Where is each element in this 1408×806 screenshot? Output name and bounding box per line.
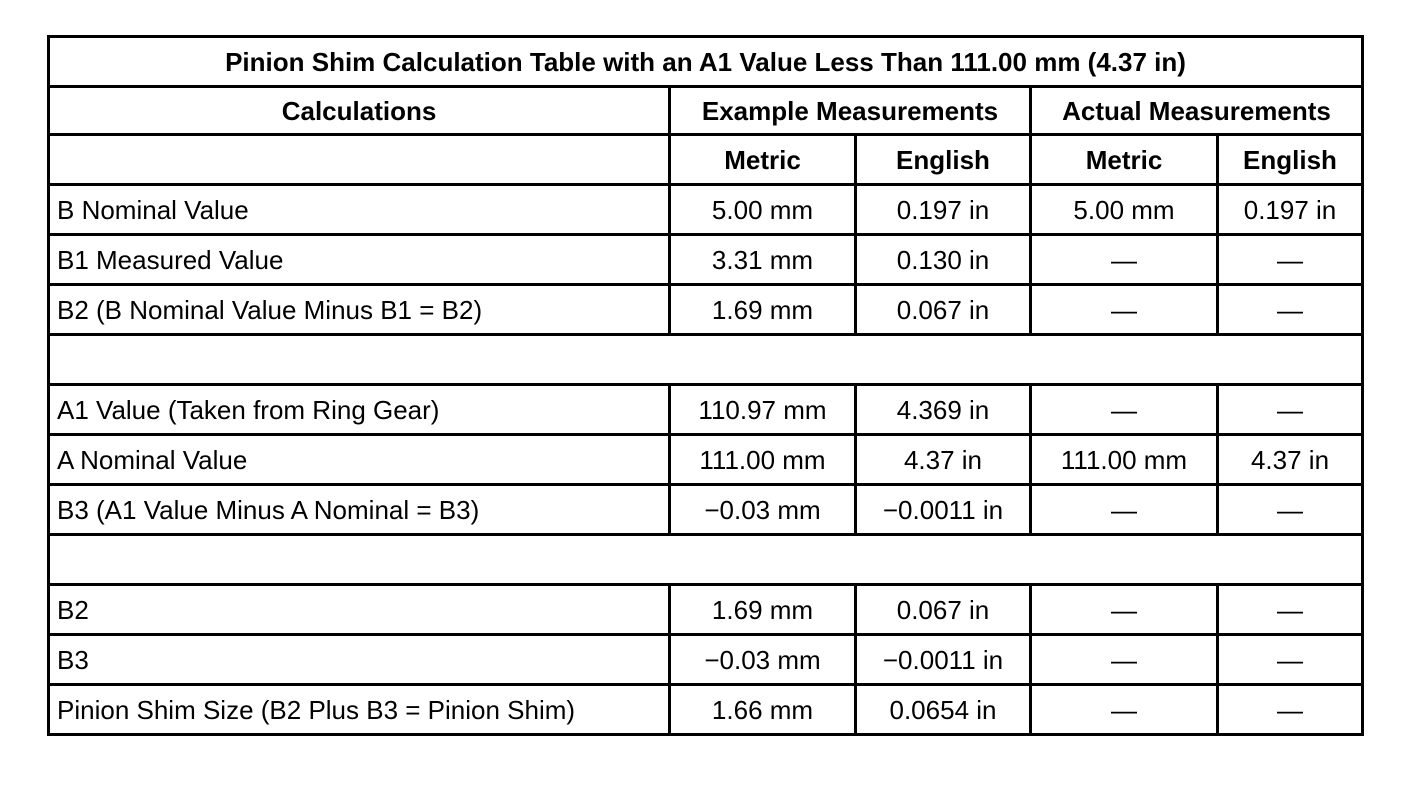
actual-english-cell: 4.37 in	[1218, 435, 1363, 485]
actual-metric-cell: —	[1031, 685, 1218, 735]
table-row	[49, 185, 1363, 235]
header-row	[49, 87, 1363, 135]
subheader-row	[49, 135, 1363, 185]
header-calculations: Calculations	[49, 87, 670, 135]
actual-english-cell: —	[1218, 635, 1363, 685]
title-row	[49, 37, 1363, 87]
actual-metric-cell: —	[1031, 635, 1218, 685]
row-label: A Nominal Value	[49, 435, 670, 485]
example-metric-cell: −0.03 mm	[670, 635, 856, 685]
header-actual-measurements: Actual Measurements	[1031, 87, 1363, 135]
example-english-cell: 4.37 in	[856, 435, 1031, 485]
example-metric-cell: 3.31 mm	[670, 235, 856, 285]
row-label: B2	[49, 585, 670, 635]
table-row	[49, 385, 1363, 435]
example-english-cell: 4.369 in	[856, 385, 1031, 435]
table-title: Pinion Shim Calculation Table with an A1 Value Less Than 111.00 mm (4.37 in)	[49, 37, 1363, 87]
row-label: B1 Measured Value	[49, 235, 670, 285]
actual-metric-cell: —	[1031, 235, 1218, 285]
table-row	[49, 435, 1363, 485]
example-metric-cell: 1.69 mm	[670, 285, 856, 335]
spacer-row	[49, 535, 1363, 585]
row-label: B3 (A1 Value Minus A Nominal = B3)	[49, 485, 670, 535]
actual-metric-cell: —	[1031, 285, 1218, 335]
subheader-empty	[49, 135, 670, 185]
example-english-cell: 0.130 in	[856, 235, 1031, 285]
example-english-cell: 0.067 in	[856, 585, 1031, 635]
actual-metric-cell: 111.00 mm	[1031, 435, 1218, 485]
table-row	[49, 485, 1363, 535]
actual-metric-cell: 5.00 mm	[1031, 185, 1218, 235]
row-label: B Nominal Value	[49, 185, 670, 235]
table-row	[49, 635, 1363, 685]
actual-english-cell: —	[1218, 585, 1363, 635]
actual-english-cell: —	[1218, 235, 1363, 285]
actual-english-cell: —	[1218, 485, 1363, 535]
example-metric-cell: 111.00 mm	[670, 435, 856, 485]
table-row	[49, 685, 1363, 735]
spacer-row	[49, 335, 1363, 385]
subheader-actual-english: English	[1218, 135, 1363, 185]
example-metric-cell: 1.66 mm	[670, 685, 856, 735]
example-english-cell: −0.0011 in	[856, 635, 1031, 685]
table-row	[49, 235, 1363, 285]
row-label: A1 Value (Taken from Ring Gear)	[49, 385, 670, 435]
actual-metric-cell: —	[1031, 485, 1218, 535]
subheader-example-metric: Metric	[670, 135, 856, 185]
table-row	[49, 585, 1363, 635]
spacer-cell	[49, 535, 1363, 585]
example-metric-cell: 5.00 mm	[670, 185, 856, 235]
header-example-measurements: Example Measurements	[670, 87, 1031, 135]
row-label: B2 (B Nominal Value Minus B1 = B2)	[49, 285, 670, 335]
example-english-cell: 0.0654 in	[856, 685, 1031, 735]
example-metric-cell: 1.69 mm	[670, 585, 856, 635]
example-english-cell: 0.197 in	[856, 185, 1031, 235]
actual-metric-cell: —	[1031, 385, 1218, 435]
actual-english-cell: 0.197 in	[1218, 185, 1363, 235]
actual-metric-cell: —	[1031, 585, 1218, 635]
actual-english-cell: —	[1218, 685, 1363, 735]
actual-english-cell: —	[1218, 385, 1363, 435]
example-english-cell: 0.067 in	[856, 285, 1031, 335]
table-row	[49, 285, 1363, 335]
example-english-cell: −0.0011 in	[856, 485, 1031, 535]
table-body	[49, 37, 1363, 735]
row-label: B3	[49, 635, 670, 685]
example-metric-cell: 110.97 mm	[670, 385, 856, 435]
actual-english-cell: —	[1218, 285, 1363, 335]
row-label: Pinion Shim Size (B2 Plus B3 = Pinion Shim)	[49, 685, 670, 735]
pinion-shim-table	[47, 35, 1364, 736]
example-metric-cell: −0.03 mm	[670, 485, 856, 535]
spacer-cell	[49, 335, 1363, 385]
subheader-example-english: English	[856, 135, 1031, 185]
subheader-actual-metric: Metric	[1031, 135, 1218, 185]
